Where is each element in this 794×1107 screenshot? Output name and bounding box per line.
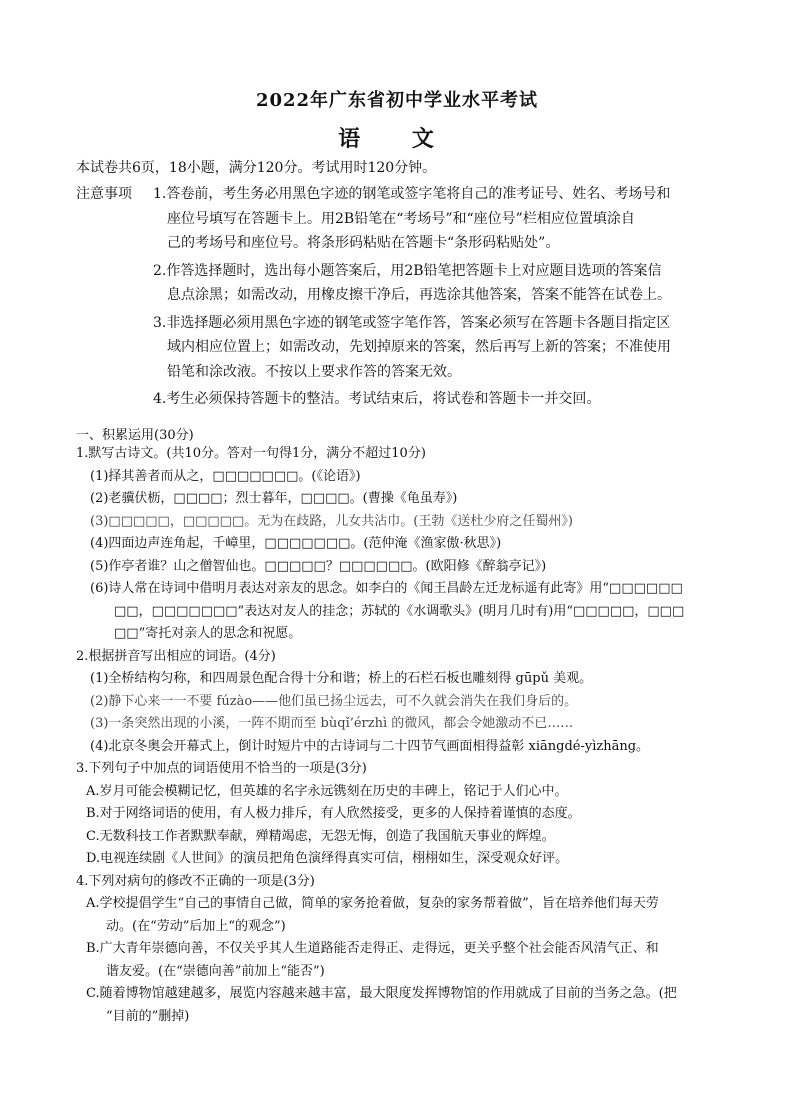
subject-title: 语 文 — [338, 126, 456, 152]
notice-item — [153, 387, 726, 412]
answer-option — [76, 983, 726, 1028]
option-line: 谐友爱。(在“崇德向善”前加上“能否”) — [106, 963, 325, 979]
question-item: (4)北京冬奥会开幕式上，倒计时短片中的古诗词与二十四节气画面相得益彰 xiāngdé-yìzhāng。 — [90, 738, 650, 754]
question-stem: 2.根据拼音写出相应的词语。(4分) — [76, 648, 276, 664]
question-item: (4)四面边声连角起，千嶂里，□□□□□□□。(范仲淹《渔家傲·秋思》) — [90, 536, 502, 551]
question-item: (5)作亭者谁？山之僧智仙也。□□□□□？□□□□□□。(欧阳修《醉翁亭记》) — [90, 558, 547, 574]
notice-item — [153, 182, 726, 256]
notice-block — [76, 182, 726, 412]
notice-line: 4.考生必须保持答题卡的整洁。考试结束后，将试卷和答题卡一并交回。 — [153, 391, 601, 407]
notice-line: 息点涂黑；如需改动，用橡皮擦干净后，再选涂其他答案，答案不能答在试卷上。 — [167, 287, 671, 303]
question-item: (2)老骥伏枥，□□□□；烈士暮年，□□□□。(曹操《龟虽寿》) — [90, 491, 458, 506]
notice-line: 域内相应位置上；如需改动，先划掉原来的答案，然后再写上新的答案；不准使用 — [167, 339, 671, 355]
option-line: “目前的”删掉) — [106, 1008, 190, 1024]
exam-title: 2022年广东省初中学业水平考试 — [255, 90, 539, 111]
question-item: (3)一条突然出现的小溪，一阵不期而至 bùqǐ’érzhì 的微风，都会令她激动不已…… — [90, 716, 574, 731]
answer-option: B.对于网络词语的使用，有人极力排斥，有人欣然接受，更多的人保持着谨慎的态度。 — [86, 806, 581, 821]
question-item: (3)□□□□□，□□□□□。无为在歧路，儿女共沾巾。(王勃《送杜少府之任蜀州》) — [90, 513, 573, 529]
questions — [76, 443, 726, 1028]
notice-line: 座位号填写在答题卡上。用2B铅笔在“考场号”和“座位号”栏相应位置填涂自 — [167, 210, 635, 227]
answer-option — [76, 893, 726, 938]
question-item: (1)择其善者而从之，□□□□□□□。(《论语》) — [90, 468, 361, 484]
option-line: 动。(在“劳动”后加上“的观念”) — [106, 918, 286, 934]
question-item: (2)静下心来一一不要 fúzào——他们虽已扬尘远去，可不久就会消失在我们身后的。 — [90, 693, 578, 709]
notice-line: 己的考场号和座位号。将条形码粘贴在答题卡“条形码粘贴处”。 — [167, 235, 560, 251]
notice-line: 2.作答选择题时，选出每小题答案后，用2B铅笔把答题卡上对应题目选项的答案信 — [153, 262, 662, 279]
question-stem: 3.下列句子中加点的词语使用不恰当的一项是(3分) — [76, 761, 367, 776]
question-line: (6)诗人常在诗词中借明月表达对亲友的思念。如李白的《闻王昌龄左迁龙标遥有此寄》用“□□□□□□ — [90, 581, 683, 596]
option-line: A.学校提倡学生“自己的事情自己做，简单的家务抢着做，复杂的家务帮着做”，旨在培养他们每天劳 — [86, 896, 659, 911]
question-item: (1)全桥结构匀称，和四周景色配合得十分和谐；桥上的石栏石板也雕刻得 gūpǔ 美观。 — [90, 671, 593, 686]
answer-option: D.电视连续剧《人世间》的演员把角色演绎得真实可信，栩栩如生，深受观众好评。 — [86, 851, 569, 866]
question-stem: 1.默写古诗文。(共10分。答对一句得1分，满分不超过10分) — [76, 446, 426, 461]
exam-intro: 本试卷共6页，18小题，满分120分。考试用时120分钟。 — [76, 160, 437, 176]
question-stem: 4.下列对病句的修改不正确的一项是(3分) — [76, 873, 315, 889]
question-line: □□”寄托对亲人的思念和祝愿。 — [114, 626, 302, 641]
notice-line: 3.非选择题必须用黑色字迹的钢笔或签字笔作答，答案必须写在答题卡各题目指定区 — [153, 314, 671, 331]
notice-label: 注意事项 — [76, 186, 132, 202]
answer-option — [76, 938, 726, 983]
answer-option: A.岁月可能会模糊记忆，但英雄的名字永远镌刻在历史的丰碑上，铭记于人们心中。 — [86, 783, 568, 799]
question-item — [76, 578, 726, 646]
notice-line: 1.答卷前，考生务必用黑色字迹的钢笔或签字笔将自己的准考证号、姓名、考场号和 — [153, 186, 671, 202]
answer-option: C.无数科技工作者默默奉献，殚精竭虑，无怨无悔，创造了我国航天事业的辉煌。 — [86, 828, 555, 844]
notice-item — [153, 259, 726, 308]
option-line: B.广大青年崇德向善，不仅关乎其人生道路能否走得正、走得远，更关乎整个社会能否风清气正、和 — [86, 941, 659, 956]
option-line: C.随着博物馆越建越多，展览内容越来越丰富，最大限度发挥博物馆的作用就成了目前的当务之急。(把 — [86, 986, 677, 1001]
notice-item — [153, 311, 726, 385]
section-heading: 一、积累运用(30分) — [76, 428, 194, 443]
question-line: □□，□□□□□□□”表达对友人的挂念；苏轼的《水调歌头》(明月几时有)用“□□□□□，□□□ — [114, 603, 685, 619]
notice-line: 铅笔和涂改液。不按以上要求作答的答案无效。 — [167, 363, 461, 380]
